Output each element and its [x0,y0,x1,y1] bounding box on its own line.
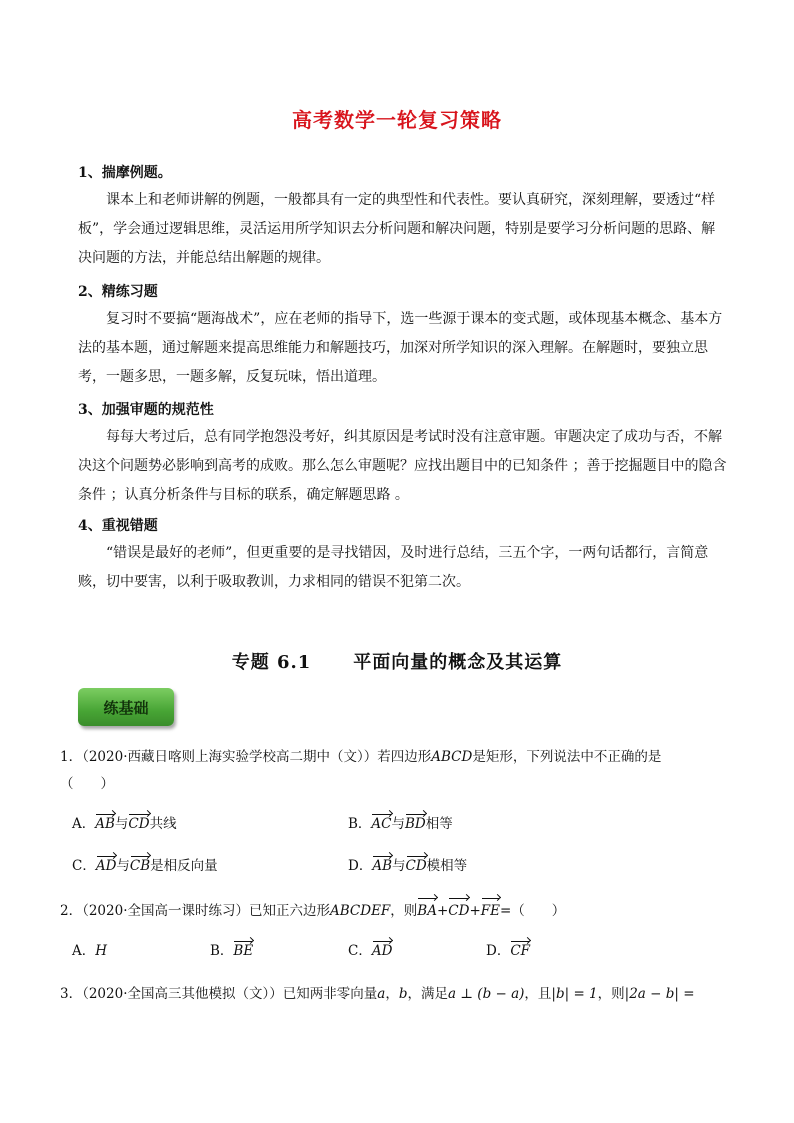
section-heading-2: 2、精练习题 [78,284,158,300]
vector: AD [96,855,117,874]
q3-text: ，满足 [407,986,448,1002]
q1-option-c [72,854,218,874]
section-heading-3: 3、加强审题的规范性 [78,402,214,418]
q2-option-b [210,939,253,959]
vector: CD [448,897,469,922]
page-title: 高考数学一轮复习策略 [292,108,502,132]
q2-option-d [486,939,530,959]
q3-text: ， [385,986,399,1002]
topic-heading [0,648,794,674]
option-letter: A． [72,816,96,832]
topic-name: 平面向量的概念及其运算 [353,652,563,673]
option-text: 是相反向量 [150,858,218,874]
plus-sign: + [469,903,481,919]
option-letter: C． [72,858,96,874]
vector: AC [371,813,391,832]
q1-prefix: 1．（2020·西藏日喀则上海实验学校高二期中（文））若四边形 [60,749,432,765]
q1-option-a [72,812,177,832]
section-heading-1: 1、揣摩例题。 [78,165,172,181]
q3-text: ，则 [597,986,625,1002]
section-body-4: “错误是最好的老师”，但更重要的是寻找错因，及时进行总结，三五个字，一两句话都行，言简意赅，切中要害，以利于吸取教训，力求相同的错误不犯第二次。 [78,545,709,590]
option-text: 与 [116,858,130,874]
option-text: 与 [392,858,406,874]
practice-basics-badge: 练基础 [78,688,174,726]
section-body-1: 课本上和老师讲解的例题，一般都具有一定的典型性和代表性。要认真研究，深刻理解，要透过“样板”，学会通过逻辑思维，灵活运用所学知识去分析问题和解决问题，特别是要学习分析问题的思路、解决问题的方法，并能总结出解题的规律。 [78,192,716,266]
vector: BE [233,940,253,959]
plus-sign: + [436,903,449,919]
option-text: 与 [391,816,406,832]
question-2 [60,897,750,922]
q1-suffix: 是矩形，下列说法中不正确的是 [472,749,662,765]
section-heading-4: 4、重视错题 [78,518,158,534]
option-letter: B． [210,943,234,959]
q1-option-b [348,812,453,832]
option-value: H [95,943,108,959]
option-text: 模相等 [426,858,468,874]
option-text: 相等 [425,816,453,832]
q1-figure: ABCD [431,749,473,765]
q3-vector-b: b [398,986,408,1002]
q2-option-a [72,939,107,959]
option-letter: D． [348,858,373,874]
vector: FE [481,897,500,922]
vector: BD [405,813,426,832]
vector: BA [417,897,437,922]
question-1 [60,746,750,768]
q2-option-c [348,939,392,959]
section-body-2: 复习时不要搞“题海战术”，应在老师的指导下，选一些源于课本的变式题，或体现基本概念、基本方法的基本题，通过解题来提高思维能力和解题技巧，加深对所学知识的深入理解。在解题时，要独立思考，一题多思，一题多解，反复玩味，悟出道理。 [78,311,723,385]
question-3 [60,983,760,1005]
q3-text: ，且 [524,986,552,1002]
equals-sign: = [499,903,512,919]
vector: CD [128,813,149,832]
option-letter: A． [72,943,96,959]
option-text: 与 [114,816,129,832]
q2-prefix: 2．（2020·全国高一课时练习）已知正六边形 [60,903,330,919]
option-letter: D． [486,943,511,959]
vector: AB [95,813,115,832]
q3-ask: |2a − b| = [624,986,695,1002]
vector: AD [372,940,393,959]
q2-blank: （ ） [511,903,566,919]
q2-text: ，则 [390,903,418,919]
q1-blank: （ ） [60,776,114,792]
vector: AB [372,855,392,874]
q1-option-d [348,854,467,874]
topic-number: 专题 6.1 [231,652,312,673]
vector: CB [130,855,150,874]
q3-vector-a: a [377,986,386,1002]
q3-prefix: 3．（2020·全国高三其他模拟（文））已知两非零向量 [60,986,378,1002]
q3-norm-condition: |b| = 1 [551,986,598,1002]
vector: CD [406,855,427,874]
option-letter: B． [348,816,372,832]
option-letter: C． [348,943,372,959]
q2-figure: ABCDEF [330,903,391,919]
option-text: 共线 [149,816,177,832]
section-body-3: 每每大考过后，总有同学抱怨没考好，纠其原因是考试时没有注意审题。审题决定了成功与否，不解决这个问题势必影响到高考的成败。那么怎么审题呢？应找出题目中的已知条件 ；善于挖掘题目中的隐含条件 ；认真分析条件与目标的联系，确定解题思路 。 [78,429,727,503]
vector: CF [510,940,530,959]
q3-perp-condition: a ⊥ (b − a) [447,986,525,1002]
